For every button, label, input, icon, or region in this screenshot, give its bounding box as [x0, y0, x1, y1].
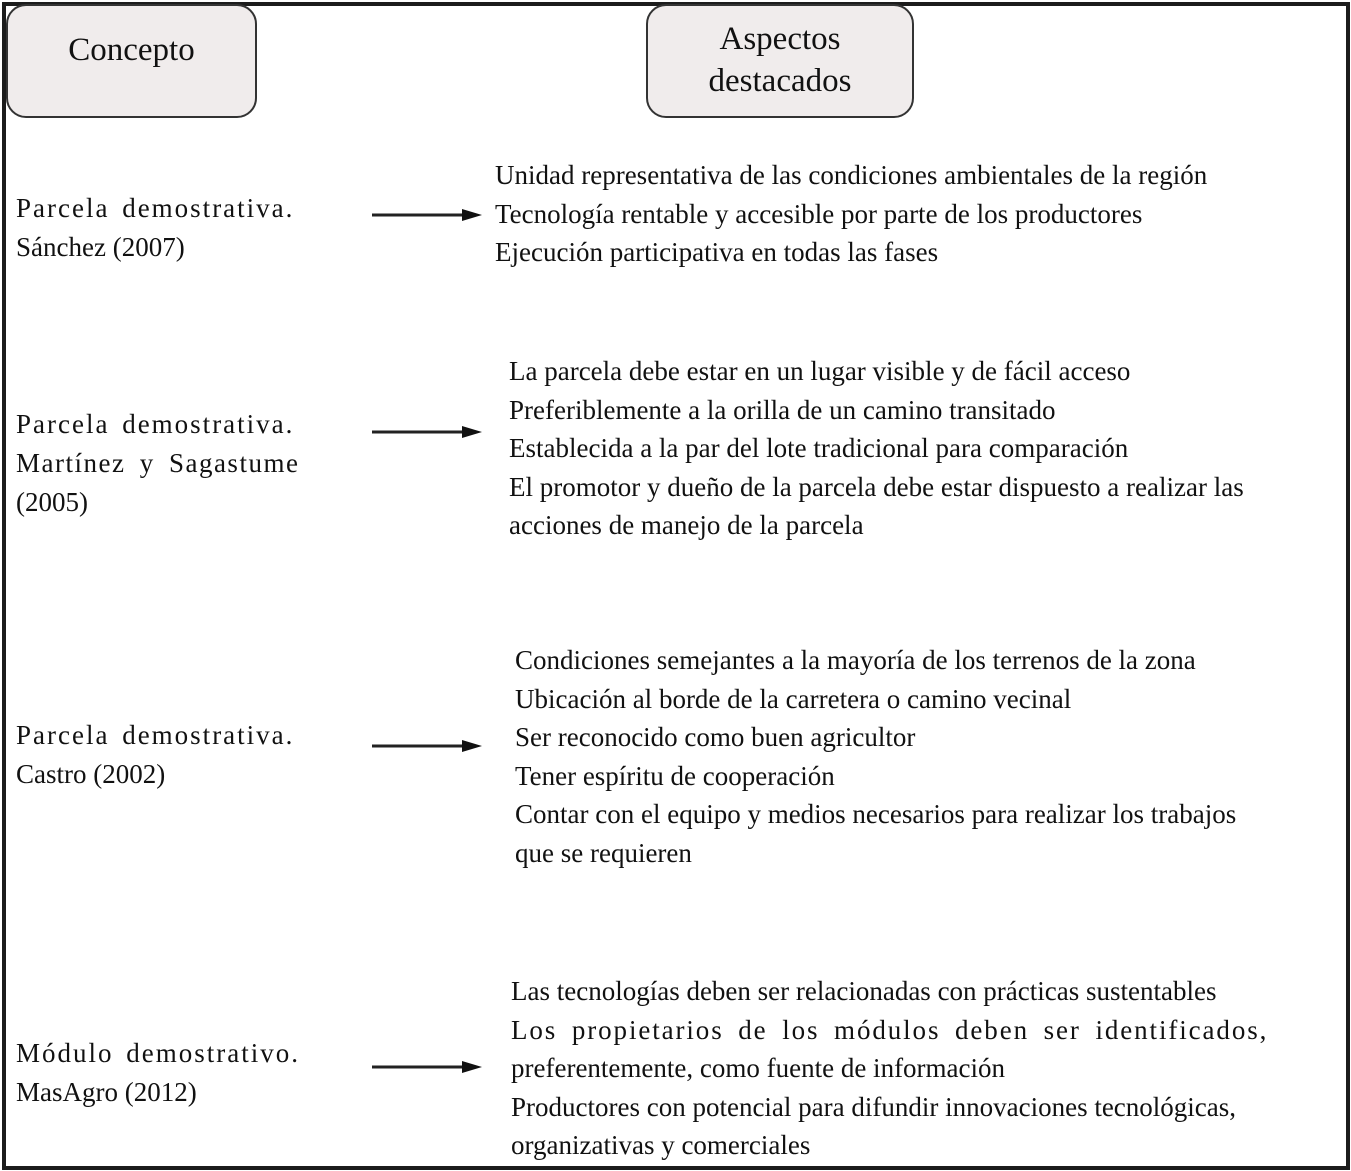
concept-year: (2005) [16, 487, 88, 517]
right-arrow-icon [372, 425, 482, 439]
aspect-item: Las tecnologías deben ser relacionadas con prácticas sustentables [511, 976, 1217, 1006]
aspect-item: Tecnología rentable y accesible por parte de los productores [495, 198, 1143, 229]
aspect-item: que se requieren [515, 837, 692, 868]
aspect-item: organizativas y comerciales [511, 1130, 811, 1161]
aspect-item: acciones de manejo de la parcela [509, 510, 864, 541]
aspect-item: Unidad representativa de las condiciones ambientales de la región [495, 160, 1208, 190]
right-arrow-icon [372, 739, 482, 753]
aspect-item: preferentemente, como fuente de información [511, 1053, 1006, 1084]
concept-sanchez [16, 189, 336, 267]
aspect-item: Productores con potencial para difundir innovaciones tecnológicas, [511, 1091, 1237, 1122]
concept-source: Sánchez (2007) [16, 232, 185, 262]
header-aspects [646, 4, 914, 118]
aspect-item: Contar con el equipo y medios necesarios para realizar los trabajos [515, 799, 1237, 830]
header-concept [6, 4, 257, 118]
aspect-item: Condiciones semejantes a la mayoría de los terrenos de la zona [515, 645, 1196, 675]
header-aspects-line2: destacados [708, 63, 852, 99]
concept-castro [16, 716, 336, 794]
concept-masagro [16, 1034, 336, 1112]
aspect-item: Establecida a la par del lote tradicional para comparación [509, 433, 1129, 464]
aspects-list-castro [515, 641, 1236, 873]
concept-title: Parcela demostrativa. [16, 193, 295, 223]
aspect-item: Tener espíritu de cooperación [515, 760, 835, 791]
concept-title: Parcela demostrativa. [16, 720, 295, 750]
concept-title: Parcela demostrativa. [16, 409, 295, 439]
concept-source: MasAgro (2012) [16, 1077, 197, 1107]
aspect-item: Ubicación al borde de la carretera o camino vecinal [515, 683, 1072, 714]
concept-source: Castro (2002) [16, 759, 166, 789]
right-arrow-icon [372, 1060, 482, 1074]
header-aspects-line1: Aspectos [719, 21, 841, 57]
header-concept-label: Concepto [68, 32, 195, 68]
aspect-item: La parcela debe estar en un lugar visible y de fácil acceso [509, 356, 1131, 386]
aspect-item: Ejecución participativa en todas las fases [495, 237, 939, 268]
aspects-list-masagro [511, 972, 1268, 1165]
concept-source: Martínez y Sagastume [16, 448, 300, 478]
aspect-item: Preferiblemente a la orilla de un camino transitado [509, 394, 1056, 425]
aspects-list-sanchez [495, 156, 1207, 272]
aspect-item: El promotor y dueño de la parcela debe estar dispuesto a realizar las [509, 471, 1244, 502]
concept-title: Módulo demostrativo. [16, 1038, 300, 1068]
aspect-item: Los propietarios de los módulos deben ser identificados, [511, 1014, 1269, 1045]
concept-martinez-sagastume [16, 405, 336, 522]
aspects-list-martinez-sagastume [509, 352, 1244, 545]
aspect-item: Ser reconocido como buen agricultor [515, 722, 916, 753]
right-arrow-icon [372, 208, 482, 222]
